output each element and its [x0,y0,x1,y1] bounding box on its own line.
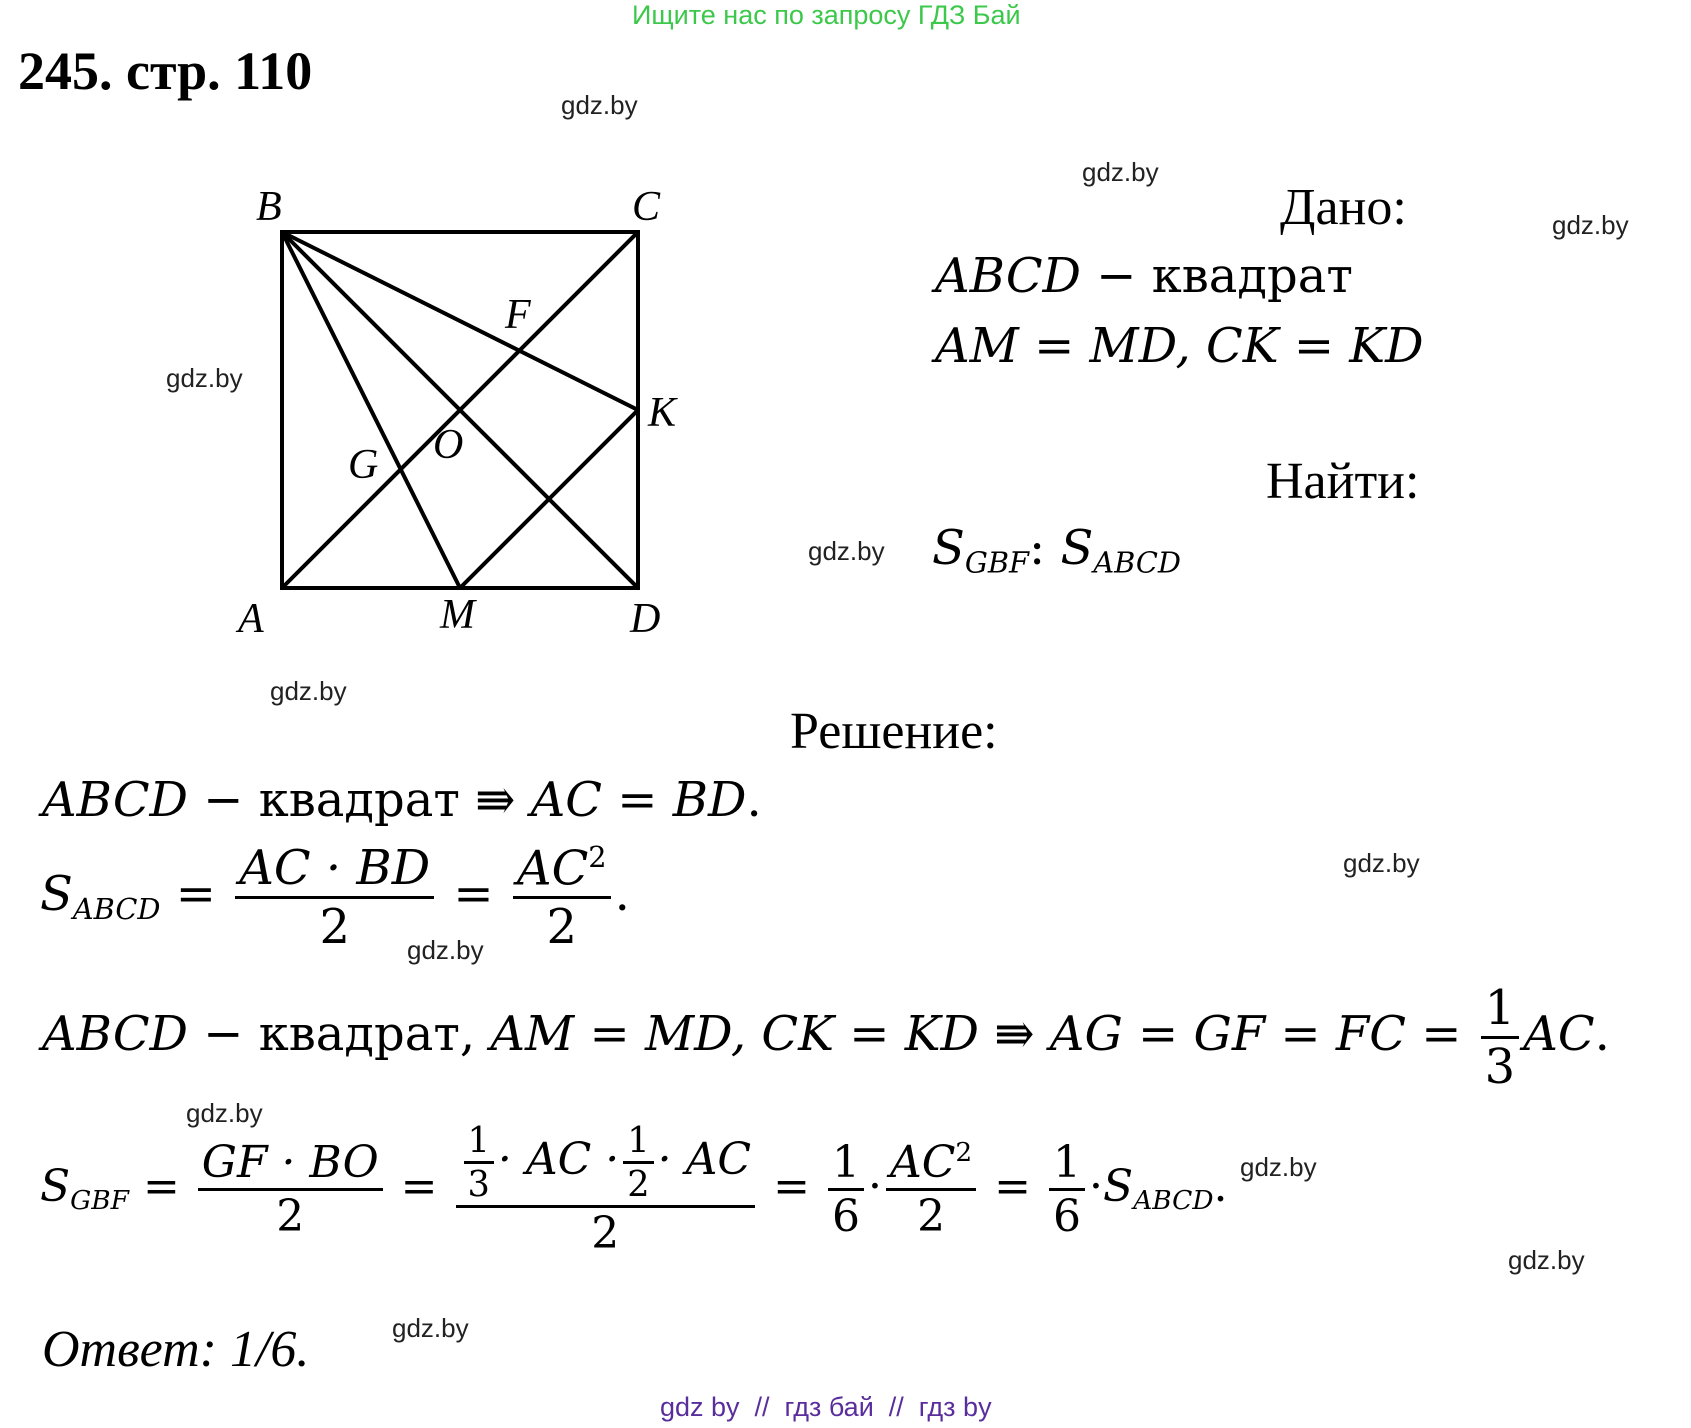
watermark: gdz.by [808,536,885,566]
label-c: C [632,184,661,230]
watermark: gdz.by [1508,1245,1585,1275]
given-square-name: ABCD [935,248,1082,304]
sol4-den3: 2 [917,1191,946,1242]
sol4-d4: 6 [1053,1191,1082,1242]
sol4-inner-frac-2 [623,1120,653,1205]
given-line-1 [935,248,1353,304]
find-sub2: ABCD [1093,545,1181,580]
watermark: gdz.by [407,935,484,965]
task-title: 245. стр. 110 [18,41,313,101]
sol2-eq2: = [438,866,509,923]
label-d: D [630,596,661,642]
sol3-c: AM = MD, CK = KD [490,1006,980,1062]
sol4-d1: 3 [467,1164,490,1205]
label-k: K [648,390,677,436]
answer-text: Ответ: 1/6. [42,1321,310,1378]
solution-line-3 [42,980,1610,1095]
sol2-s: S [40,866,73,923]
sol4-num1: GF · BO [201,1137,379,1188]
sol4-d3: 6 [831,1191,860,1242]
sol4-ac2: · AC [657,1134,752,1185]
sol4-n1: 1 [464,1120,494,1164]
sol4-ac1: · AC · [497,1134,620,1185]
sol4-n2: 1 [623,1120,653,1164]
sol3-den: 3 [1484,1039,1516,1095]
sol3-a: ABCD [42,1006,189,1062]
sol4-n3: 1 [828,1137,864,1191]
footer-links[interactable]: gdz by // гдз бай // гдз by [660,1392,992,1422]
sol3-d: ⇛ [979,1006,1050,1062]
sol4-pow: 2 [955,1137,973,1169]
sol3-frac [1481,980,1520,1095]
sol4-frac-1 [198,1137,383,1242]
sol1-d: . [746,772,762,828]
sol1-a: ABCD [42,772,189,828]
watermark: gdz.by [392,1313,469,1343]
watermark: gdz.by [166,363,243,393]
sol4-sub: GBF [70,1184,129,1216]
label-g: G [348,442,379,488]
sol2-sub: ABCD [72,891,161,926]
find-sep: : [1029,520,1061,576]
segment-bm [282,232,460,588]
sol3-f: AC [1523,1006,1595,1062]
given-line-2 [935,318,1424,374]
sol1-c: AC = BD [530,772,747,828]
sol1-b: − квадрат ⇛ [188,772,531,828]
sol4-den1: 2 [276,1191,305,1242]
find-sub1: GBF [964,545,1030,580]
sol4-den2: 2 [591,1208,620,1259]
watermark: gdz.by [1240,1152,1317,1182]
sol4-frac-3 [828,1137,864,1242]
given-heading: Дано: [1280,179,1407,236]
sol2-num2: AC [516,840,589,897]
label-a: A [238,596,264,642]
watermark: gdz.by [561,90,638,120]
sol4-n4: 1 [1049,1137,1085,1191]
sol4-ac3: AC [889,1137,956,1188]
sol4-end: . [1213,1161,1228,1212]
sol2-frac-2 [513,840,611,955]
sol2-pow: 2 [588,840,607,874]
solution-line-2 [40,840,630,955]
sol4-eq1: = [128,1161,194,1212]
sol2-num1: AC · BD [239,840,431,897]
given-conditions: AM = MD, CK = KD [935,318,1424,374]
find-s2: S [1060,520,1094,576]
sol2-end: . [614,866,630,923]
sol4-s2: S [1103,1161,1134,1212]
square-figure [230,180,700,650]
solution-heading: Решение: [790,703,998,760]
sol4-sub2: ABCD [1133,1184,1214,1216]
watermark: gdz.by [186,1098,263,1128]
sol4-eq3: = [759,1161,824,1212]
sol4-dot2: · [1089,1161,1104,1212]
watermark: gdz.by [1082,157,1159,187]
find-s1: S [932,520,965,576]
sol3-b: − квадрат, [188,1006,491,1062]
sol4-s: S [40,1161,71,1212]
label-o: O [433,422,464,468]
sol4-frac-2 [456,1120,756,1259]
sol2-den1: 2 [319,899,350,956]
label-b: B [256,184,282,230]
solution-line-1 [42,772,762,828]
sol4-eq2: = [386,1161,452,1212]
given-square-word: − квадрат [1081,248,1353,304]
sol4-eq4: = [980,1161,1046,1212]
watermark: gdz.by [270,676,347,706]
find-expression [932,520,1181,580]
sol2-frac-1 [235,840,434,955]
segment-bk [282,232,638,410]
sol3-end: . [1594,1006,1610,1062]
sol4-frac-4 [886,1137,976,1242]
sol3-e: AG = GF = FC = [1049,1006,1477,1062]
promo-text: Ищите нас по запросу ГДЗ Бай [632,0,1021,30]
watermark: gdz.by [1552,210,1629,240]
watermark: gdz.by [1343,848,1420,878]
find-heading: Найти: [1266,453,1420,510]
sol2-eq: = [160,866,232,923]
sol2-den2: 2 [546,899,578,956]
sol4-d2: 2 [627,1164,650,1205]
sol4-frac-5 [1049,1137,1085,1242]
sol4-inner-frac-1 [464,1120,494,1205]
sol4-dot: · [867,1161,882,1212]
sol3-num: 1 [1481,980,1520,1039]
solution-line-4 [40,1120,1227,1259]
label-f: F [505,292,531,338]
label-m: M [440,592,475,638]
